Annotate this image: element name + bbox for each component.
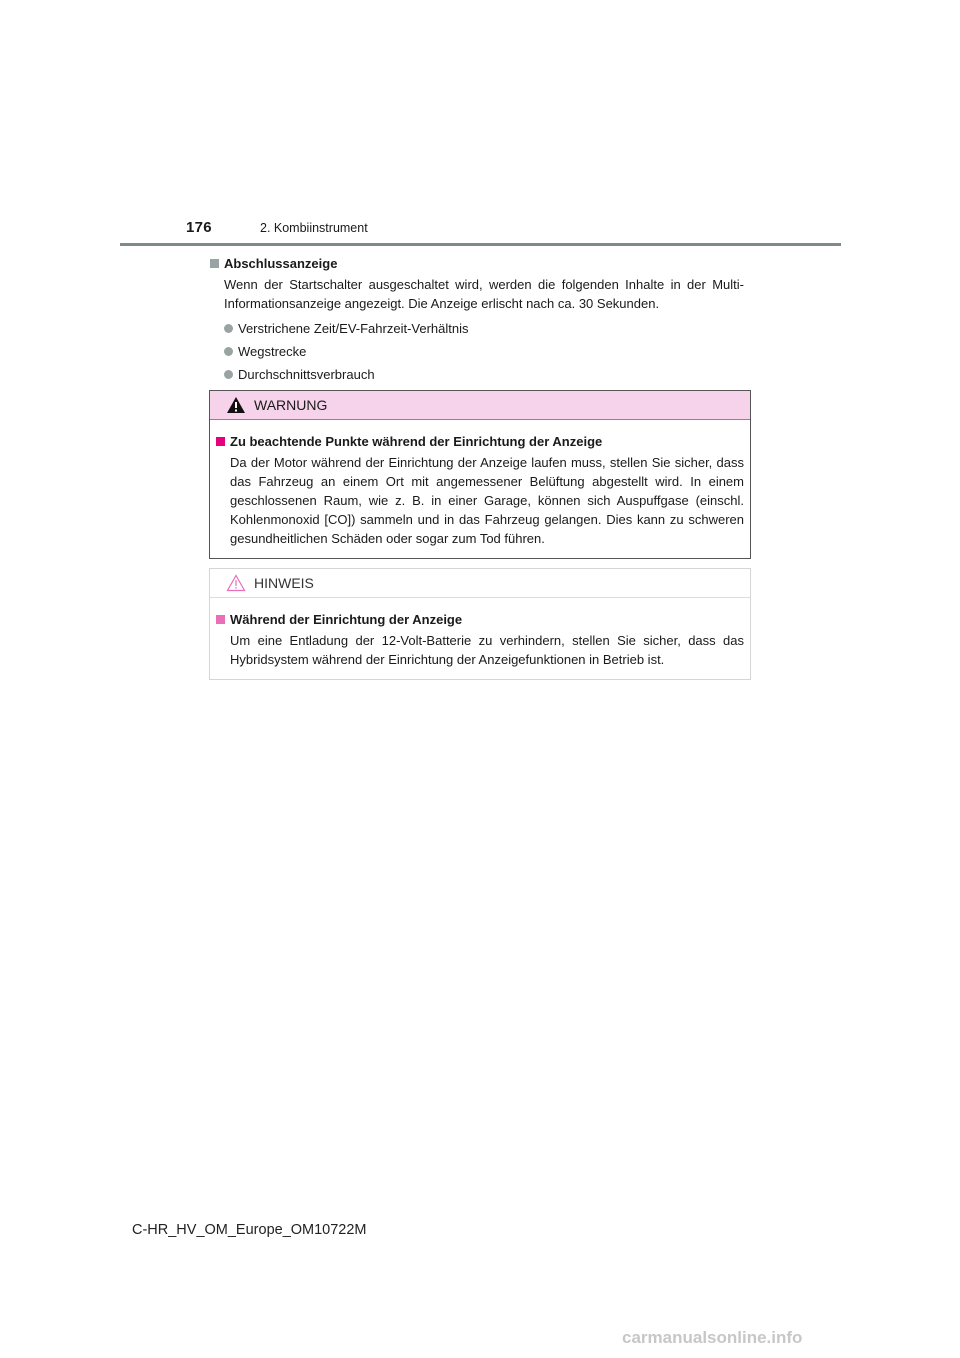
warning-triangle-icon [226,396,246,414]
page-number: 176 [186,219,212,236]
warning-title: Zu beachtende Punkte während der Einrichtung der Anzeige [230,433,603,449]
square-bullet-icon [210,259,219,268]
notice-text: Um eine Entladung der 12-Volt-Batterie zu verhindern, stellen Sie sicher, dass das Hybridsystem während der Einrichtung der Anzeigefunktionen in Betrieb ist. [230,633,744,667]
header-rule [120,243,841,246]
list-item: Verstrichene Zeit/EV-Fahrzeit-Verhältnis [224,317,750,340]
round-bullet-icon [224,347,233,356]
section-text: Wenn der Startschalter ausgeschaltet wird, werden die folgenden Inhalte in der Multi-Informationsanzeige angezeigt. Die Anzeige erlischt nach ca. 30 Sekunden. [224,277,744,311]
chapter-title: 2. Kombiinstrument [260,221,368,235]
warning-body [210,420,750,558]
notice-label: HINWEIS [254,575,314,591]
notice-body [210,598,750,679]
notice-box [209,568,751,680]
main-content [210,254,750,386]
warning-box [209,390,751,559]
bullet-list [224,317,750,386]
round-bullet-icon [224,370,233,379]
caution-triangle-outline-icon [226,574,246,592]
list-item: Durchschnittsverbrauch [224,363,750,386]
watermark: carmanualsonline.info [622,1328,803,1347]
document-code: C-HR_HV_OM_Europe_OM10722M [132,1222,367,1238]
list-item: Wegstrecke [224,340,750,363]
warning-label: WARNUNG [254,397,328,413]
section-heading [210,254,750,272]
notice-heading [216,610,740,628]
square-bullet-icon [216,437,225,446]
section-title: Abschlussanzeige [224,255,338,271]
square-bullet-icon [216,615,225,624]
round-bullet-icon [224,324,233,333]
warning-text: Da der Motor während der Einrichtung der Anzeige laufen muss, stellen Sie sicher, dass das Fahrzeug an einem Ort mit angemessener Belüftung abgestellt wird. In einem geschlossenen Raum, wie z. B. in einer Garage, können sich Auspuffgase (einschl. Kohlenmonoxid [CO]) sammeln und in das Fahrzeug gelangen. Dies kann zu schweren gesundheitlichen Schäden oder sogar zum Tod führen. [230,455,744,546]
notice-header [210,569,750,598]
warning-header [210,391,750,420]
notice-title: Während der Einrichtung der Anzeige [230,611,463,627]
warning-heading [216,432,740,450]
